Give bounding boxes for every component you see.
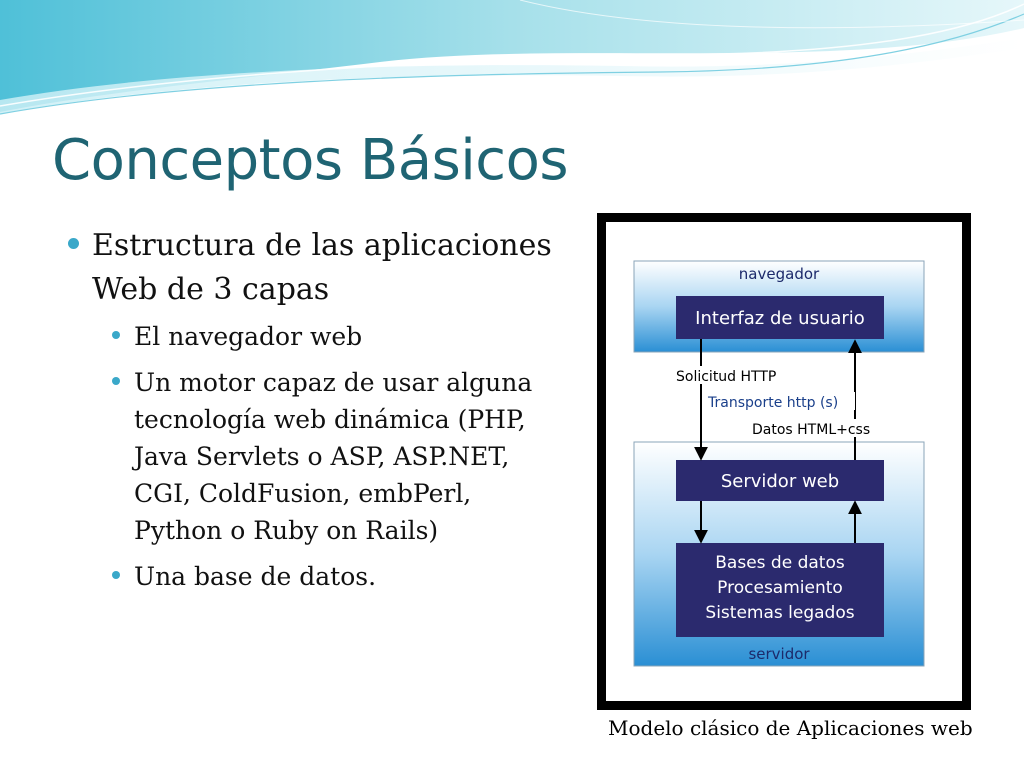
slide-title: Conceptos Básicos <box>52 128 569 193</box>
browser-tier-label: navegador <box>738 265 820 283</box>
backend-line-2: Procesamiento <box>717 578 843 598</box>
sub-bullet-database <box>112 558 577 595</box>
architecture-diagram <box>597 213 971 710</box>
diagram-caption: Modelo clásico de Aplicaciones web <box>608 716 973 740</box>
sub-bullet-line: Un motor capaz de usar alguna <box>134 368 533 397</box>
sub-bullet-browser <box>112 318 577 355</box>
sub-bullet-line: Una base de datos. <box>134 562 377 591</box>
server-tier-label: servidor <box>748 645 810 663</box>
webserver-box-label: Servidor web <box>720 471 840 492</box>
request-label: Solicitud HTTP <box>676 369 777 385</box>
backend-line-1: Bases de datos <box>715 553 845 573</box>
ui-box-label: Interfaz de usuario <box>695 308 865 329</box>
transport-label: Transporte http (s) <box>708 395 839 411</box>
decorative-wave-header <box>0 0 1024 130</box>
main-bullet-line-1: Estructura de las aplicaciones <box>92 228 552 263</box>
sub-bullet-line: El navegador web <box>134 322 363 351</box>
sub-bullet-list <box>72 318 577 595</box>
sub-bullet-engine <box>112 364 577 549</box>
bullet-dot-icon <box>68 238 79 249</box>
sub-bullet-line: Java Servlets o ASP, ASP.NET, <box>134 442 510 471</box>
bullet-dot-icon <box>112 377 120 385</box>
bullet-content <box>72 224 577 604</box>
sub-bullet-line: tecnología web dinámica (PHP, <box>134 405 526 434</box>
main-bullet-line-2: Web de 3 capas <box>92 272 330 307</box>
data-label: Datos HTML+css <box>752 422 871 438</box>
bullet-dot-icon <box>112 571 120 579</box>
main-bullet <box>72 224 577 312</box>
sub-bullet-line: Python o Ruby on Rails) <box>134 516 439 545</box>
backend-line-3: Sistemas legados <box>705 603 855 623</box>
bullet-dot-icon <box>112 331 120 339</box>
sub-bullet-line: CGI, ColdFusion, embPerl, <box>134 479 472 508</box>
